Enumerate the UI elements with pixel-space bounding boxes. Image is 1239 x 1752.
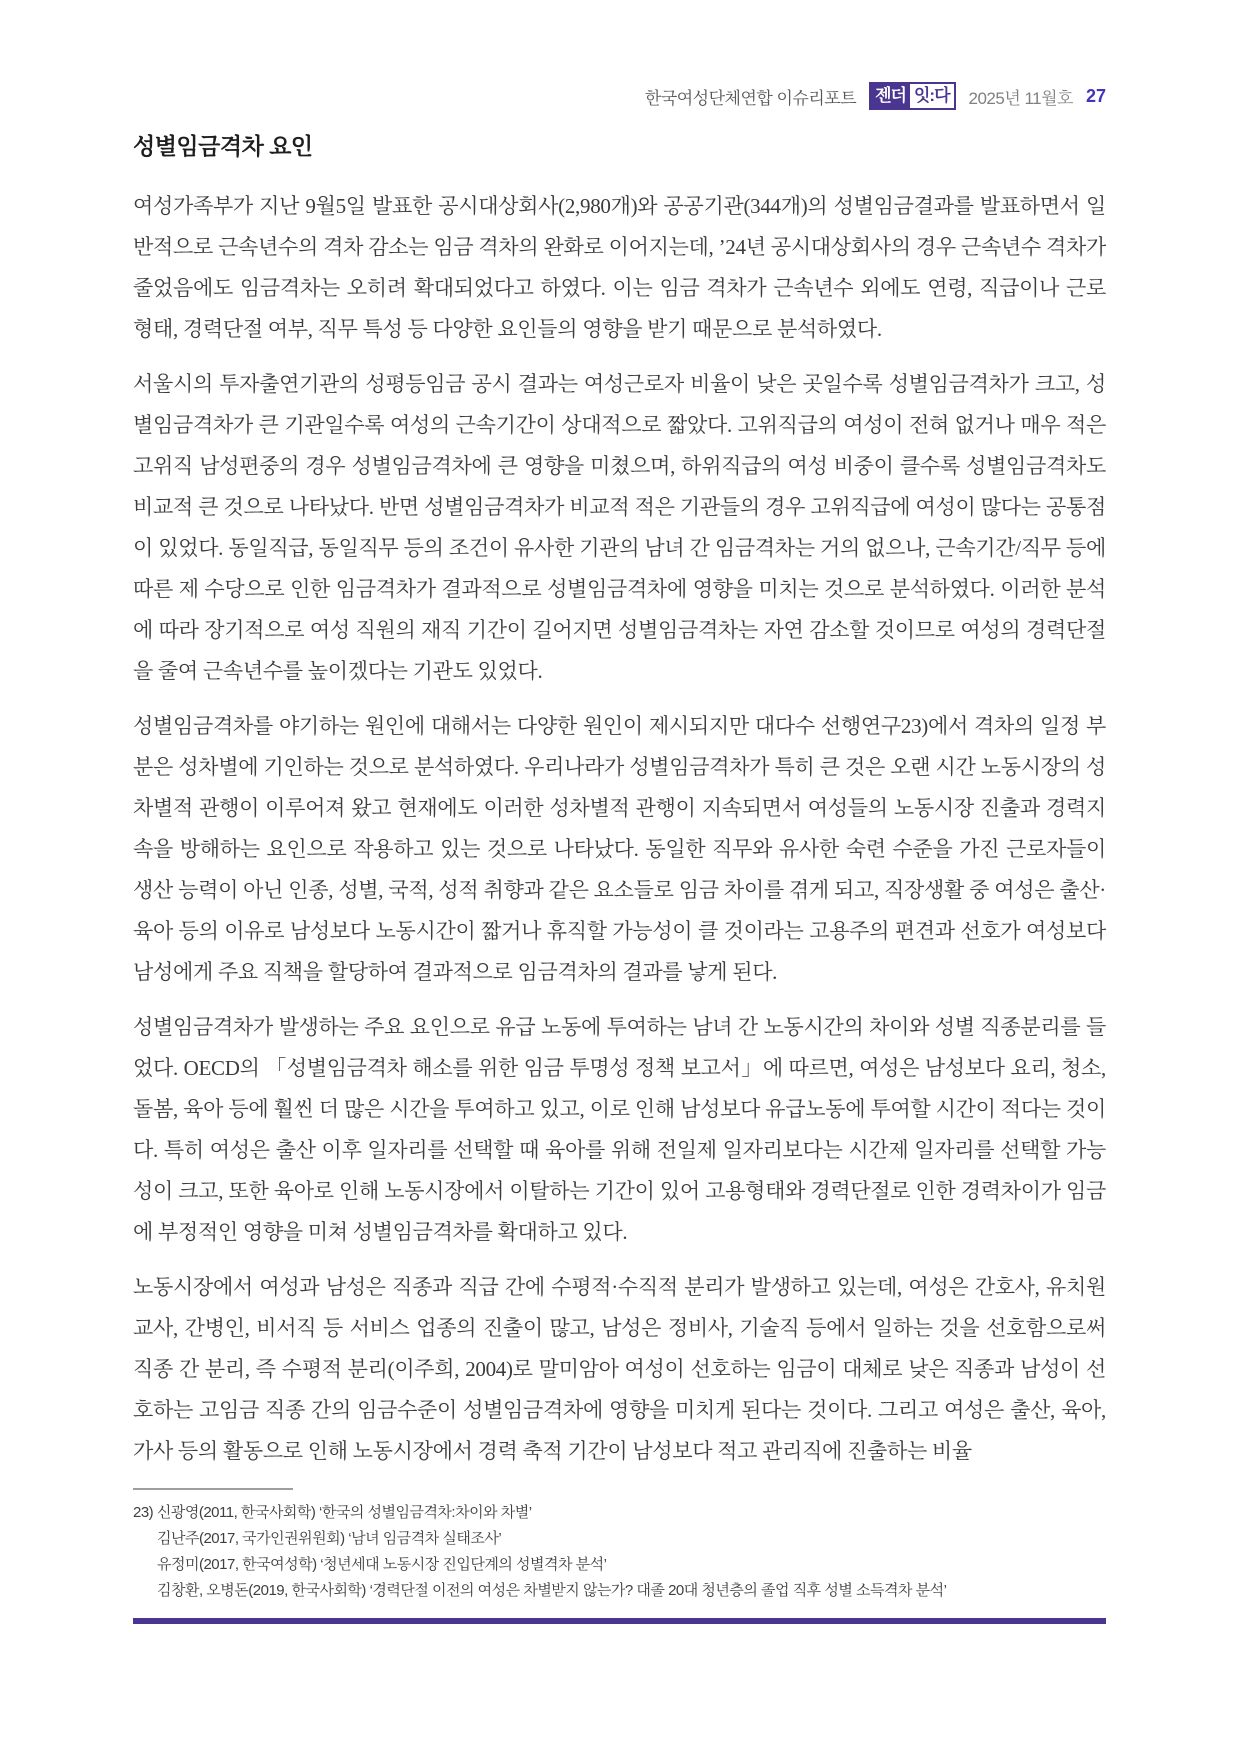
footnote-line: 유정미(2017, 한국여성학) ‘청년세대 노동시장 진입단계의 성별격차 분석’ — [157, 1556, 607, 1573]
paragraph-5: 노동시장에서 여성과 남성은 직종과 직급 간에 수평적·수직적 분리가 발생하고 있는데, 여성은 간호사, 유치원 교사, 간병인, 비서직 등 서비스 업종의 진출이 많고, 남성은 정비사, 기술직 등에서 일하는 것을 선호함으로써 직종 간 분리, 즉 수평적 분리(이주희, 2004)로 말미암아 여성이 선호하는 임금이 대체로 낮은 직종과 남성이 선호하는 고임금 직종 간의 임금수준이 성별임금격차에 영향을 미치게 된다는 것이다. 그리고 여성은 출산, 육아, 가사 등의 활동으로 인해 노동시장에서 경력 축적 기간이 남성보다 적고 관리직에 진출하는 비율 — [133, 1275, 1106, 1463]
paragraph-2: 서울시의 투자출연기관의 성평등임금 공시 결과는 여성근로자 비율이 낮은 곳일수록 성별임금격차가 크고, 성별임금격차가 큰 기관일수록 여성의 근속기간이 상대적으로 짧았다. 고위직급의 여성이 전혀 없거나 매우 적은 고위직 남성편중의 경우 성별임금격차에 큰 영향을 미쳤으며, 하위직급의 여성 비중이 클수록 성별임금격차도 비교적 큰 것으로 나타났다. 반면 성별임금격차가 비교적 적은 기관들의 경우 고위직급에 여성이 많다는 공통점이 있었다. 동일직급, 동일직무 등의 조건이 유사한 기관의 남녀 간 임금격차는 거의 없으나, 근속기간/직무 등에 따른 제 수당으로 인한 임금격차가 결과적으로 성별임금격차에 영향을 미치는 것으로 분석하였다. 이러한 분석에 따라 장기적으로 여성 직원의 재직 기간이 길어지면 성별임금격차는 자연 감소할 것이므로 여성의 경력단절을 줄여 근속년수를 높이겠다는 기관도 있었다. — [133, 372, 1106, 683]
footnote-line: 김난주(2017, 국가인권위원회) ‘남녀 임금격차 실태조사’ — [157, 1530, 502, 1547]
page-number: 27 — [1085, 85, 1106, 106]
footnotes-block — [133, 1500, 1106, 1604]
publication-name: 한국여성단체연합 이슈리포트 — [644, 88, 857, 108]
paragraph-3: 성별임금격차를 야기하는 원인에 대해서는 다양한 원인이 제시되지만 대다수 선행연구23)에서 격차의 일정 부분은 성차별에 기인하는 것으로 분석하였다. 우리나라가 성별임금격차가 특히 큰 것은 오랜 시간 노동시장의 성차별적 관행이 이루어져 왔고 현재에도 이러한 성차별적 관행이 지속되면서 여성들의 노동시장 진출과 경력지속을 방해하는 요인으로 작용하고 있는 것으로 나타났다. 동일한 직무와 유사한 숙련 수준을 가진 근로자들이 생산 능력이 아닌 인종, 성별, 국적, 성적 취향과 같은 요소들로 임금 차이를 겪게 되고, 직장생활 중 여성은 출산·육아 등의 이유로 남성보다 노동시간이 짧거나 휴직할 가능성이 클 것이라는 고용주의 편견과 선호가 여성보다 남성에게 주요 직책을 할당하여 결과적으로 임금격차의 결과를 낳게 된다. — [133, 714, 1106, 984]
logo-right-segment: 잇:다 — [910, 84, 954, 108]
footnote-separator — [133, 1488, 293, 1490]
issue-date: 2025년 11월호 — [968, 88, 1073, 108]
footnote-line: 23) 신광영(2011, 한국사회학) ‘한국의 성별임금격차:차이와 차별’ — [133, 1504, 532, 1521]
paragraph-1: 여성가족부가 지난 9월5일 발표한 공시대상회사(2,980개)와 공공기관(344개)의 성별임금결과를 발표하면서 일반적으로 근속년수의 격차 감소는 임금 격차의 완화로 이어지는데, ’24년 공시대상회사의 경우 근속년수 격차가 줄었음에도 임금격차는 오히려 확대되었다고 하였다. 이는 임금 격차가 근속년수 외에도 연령, 직급이나 근로 형태, 경력단절 여부, 직무 특성 등 다양한 요인들의 영향을 받기 때문으로 분석하였다. — [133, 194, 1106, 341]
page-header — [133, 82, 1106, 110]
paragraph-4: 성별임금격차가 발생하는 주요 요인으로 유급 노동에 투여하는 남녀 간 노동시간의 차이와 성별 직종분리를 들었다. OECD의 「성별임금격차 해소를 위한 임금 투명성 정책 보고서」에 따르면, 여성은 남성보다 요리, 청소, 돌봄, 육아 등에 훨씬 더 많은 시간을 투여하고 있고, 이로 인해 남성보다 유급노동에 투여할 시간이 적다는 것이다. 특히 여성은 출산 이후 일자리를 선택할 때 육아를 위해 전일제 일자리보다는 시간제 일자리를 선택할 가능성이 크고, 또한 육아로 인해 노동시장에서 이탈하는 기간이 있어 고용형태와 경력단절로 인한 경력차이가 임금에 부정적인 영향을 미쳐 성별임금격차를 확대하고 있다. — [133, 1015, 1106, 1244]
gender-itda-logo — [869, 82, 955, 110]
section-title: 성별임금격차 요인 — [133, 133, 313, 159]
logo-left-segment: 젠더 — [871, 84, 910, 108]
article-body — [133, 128, 1106, 1624]
bottom-accent-bar — [133, 1618, 1106, 1624]
footnote-line: 김창환, 오병돈(2019, 한국사회학) ‘경력단절 이전의 여성은 차별받지 않는가? 대졸 20대 청년층의 졸업 직후 성별 소득격차 분석’ — [157, 1582, 947, 1599]
